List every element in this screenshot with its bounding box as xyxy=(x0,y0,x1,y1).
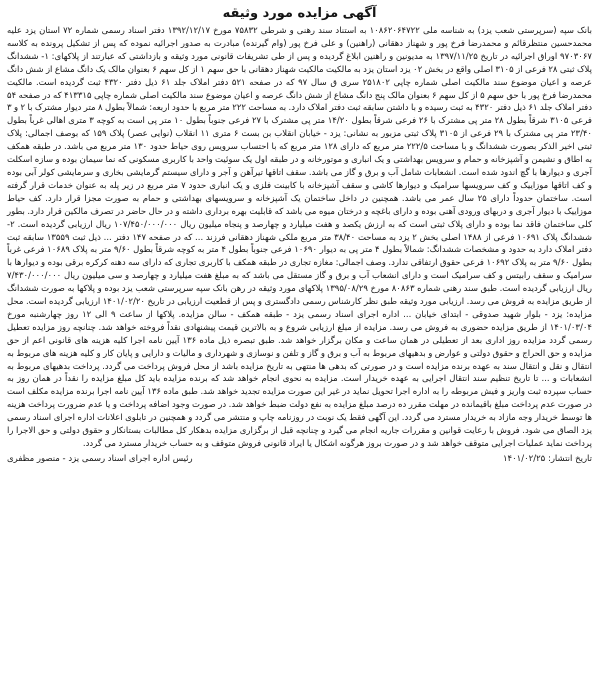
signature: رئیس اداره اجرای اسناد رسمی یزد - منصور مظفری xyxy=(7,453,193,464)
notice-title: آگهی مزایده مورد وثیقه xyxy=(222,6,377,21)
publish-date: تاریخ انتشار: ۱۴۰۱/۰۲/۲۵ xyxy=(502,453,592,464)
notice-body: بانک سپه (سرپرستی شعب یزد) به شناسه ملی ۱۰۸۶۲۰۶۴۷۲۲ به استناد سند رهنی و شرطی ۷۵۸۳۲ مورخ ۱۳۹۲/۱۲/۱۷ دفتر اسناد رسمی شماره ۷۲ استان یزد علیه محمدحسین منتظرقائم و محمدرضا فرخ پور و شهناز دهقانی (راهنین) و علی فرخ پور (وام گیرنده) مبادرت به صدور اجرائیه نموده که پس از تشکیل پرونده به کلاسه ۹۷۰۳۰۶۷ اوراق اجرائیه در تاریخ ۱۳۹۷/۱۱/۲۵ به مدیونین و راهنین ابلاغ گردیده و پس از طی تشریفات قانونی مورد وثیقه و بازداشتی که عبارتند از پلاکهای: ۱- ششدانگ پلاک ثبتی ۲۸ فرعی از ۳۱۰۵ اصلی واقع در بخش ۰۲ یزد استان یزد به مالکیت مالکیت شهناز دهقانی با حق سهم ۱ از کل سهم ۶ بعنوان مالک یک دانگ مشاع از شش دانگ عرصه و اعیان موضوع سند مالکیت اصلی شماره چاپی ۲۵۱۸۰۲ سری ق سال ۹۷ که در صفحه ۵۲۱ دفتر املاک جلد ۶۱ ذیل دفتر ۴۳۲۰ ثبت گردیده است. مالکیت محمدرضا فرخ پور با حق سهم ۵ از کل سهم ۶ بعنوان مالک پنج دانگ مشاع از شش دانگ عرصه و اعیان موضوع سند مالکیت اصلی شماره چاپی ۴۱۳۳۱۵ که در صفحه ۵۴ دفتر املاک جلد ۶۱ ذیل دفتر ۴۳۲۰ به ثبت رسیده و با داشتن سابقه ثبت دفتر املاک دارد. به مساحت ۲۲۲ متر مربع با حدود اربعه: شمالاً بطول ۸ متر دیوار مشترک با ۲ و ۳ فرعی ۳۱۰۵ شرقاً بطول ۲۸ متر پی مشترک با ۲۶ فرعی شرقاً بطول ۱۴/۲۰ متر پی مشترک با ۲۷ فرعی جنوباً بطول ۱۰ متر پی است به کوچه ۳ متری اهالی غرباً بطول ۲۳/۴۰ متر پی مشترک با ۲۹ فرعی از ۳۱۰۵ پلاک ثبتی مزبور به نشانی: یزد - خیابان انقلاب بن بست ۶ متری ۱۱ انقلاب (نوایی عصر) پلاک ۱۵۹ که بوصف اجمالی: پلاک ثبتی اخیر الذکر بصورت ششدانگ و با مساحت ۲۲۲/۵ متر مربع که دارای ۱۲۸ متر مربع که با احتساب سرویس روی حیاط حدود ۱۳۰ متر مربع می باشد. در طبقه همکف به اطاق و نشیمن و آشپزخانه و حمام و سرویس بهداشتی و یک انباری و موتورخانه و در طبقه اول یک سوئیت واحد با کاربری مسکونی که نما سیمان بوده و سازه اسکلت آجری و دیوارها با گچ اندود شده است. انشعابات شامل آب و برق و گاز می باشد. سقف اتاقها تیرآهن و آجر و دارای سیستم گرمایشی بخاری و سرمایشی کولر آبی بوده و کف اتاقها موزاییک و کف سرویسها سرامیک و دیوارها کاشی و سقف آشپزخانه با کابینت فلزی و یک انباری حدود ۷ متر مربع در زیر پله به عنوان خدمات قرار گرفته است. ساختمان حدوداً دارای ۲۵ سال عمر می باشد. همچنین در داخل ساختمان یک آشپزخانه و سرویسهای بهداشتی و حمام به صورت مجزا قرار دارد. کف حیاط موزاییک با دیوار آجری و دربهای ورودی آهنی بوده و دارای باغچه و درختان میوه می باشد که قابلیت بهره برداری داشته و در حال حاضر در تصرف مالکین قرار دارد. بطور کلی ساختمان فاقد نما بوده و دارای پلاک ثبتی است که به ارزش یکصد و هفت میلیارد و چهارصد و پنجاه میلیون ریال ۱۰۷/۴۵۰/۰۰۰/۰۰۰ ریال ارزیابی گردیده است. ۲- ششدانگ پلاک ۱۰۶۹۱ فرعی از ۱۴۸۸ اصلی بخش ۲ یزد به مساحت ۳۸/۴۰ متر مربع ملکی شهناز دهقانی فرزند ... که در صفحه ۱۴۷ دفتر ... ذیل ثبت ۱۳۵۵۹ سابقه ثبت دفتر املاک دارد به حدود و مشخصات ششدانگ: شمالاً بطول ۴ متر پی به دیوار ۱۰۶۹۰ فرعی جنوباً بطول ۴ متر به کوچه شرقاً بطول ۹/۶۰ متر به پلاک ۱۰۶۸۹ فرعی غرباً بطول ۹/۶۰ متر به پلاک ۱۰۶۹۲ فرعی حقوق ارتفاقی ندارد. وصف اجمالی: مغازه تجاری در طبقه همکف با کاربری تجاری که دارای سه دهنه کرکره برقی بوده و دیوارها با سرامیک و سقف رابیتس و کف سرامیک است و دارای انشعاب آب و برق و گاز مستقل می باشد که به مبلغ هفت میلیارد و چهارصد و سی میلیون ریال ۷/۴۳۰/۰۰۰/۰۰۰ ریال ارزیابی گردیده است. طبق سند رهنی شماره ۸۰۸۶۳ مورخ ۱۳۹۵/۰۸/۲۹ پلاکهای مورد وثیقه در رهن بانک سپه سرپرستی شعب یزد بوده و پلاکها به صورت ششدانگ از طریق مزایده به فروش می رسد. ارزیابی مورد وثیقه طبق نظر کارشناس رسمی دادگستری و پس از قطعیت ارزیابی در تاریخ ۱۴۰۱/۰۲/۲۰ ارزیابی گردیده است. محل مزایده: یزد - بلوار شهید صدوقی - ابتدای خیابان ... اداره اجرای اسناد رسمی یزد - طبقه همکف - سالن مزایده. پلاکها از ساعت ۹ الی ۱۲ روز چهارشنبه مورخ ۱۴۰۱/۰۳/۰۴ از طریق مزایده حضوری به فروش می رسد. مزایده از مبلغ ارزیابی شروع و به بالاترین قیمت پیشنهادی نقداً فروخته خواهد شد. چنانچه روز مزایده تعطیل رسمی گردد مزایده روز اداری بعد از تعطیلی در همان ساعت و مکان برگزار خواهد شد. طبق تبصره ذیل ماده ۱۳۶ آیین نامه اجرا کلیه هزینه های قانونی اعم از حق مزایده و حق الحراج و حقوق دولتی و عوارض و بدهیهای مربوط به آب و برق و گاز و تلفن و نوسازی و شهرداری و مالیات و دارایی و پایان کار و کلیه هزینه های مربوط به انتقال و نقل و انتقال سند به عهده برنده مزایده است و در صورتی که بدهی ها منتهی به تاریخ مزایده باشد از محل فروش پرداخت می گردد. پرداخت بدهیهای مربوط به انشعابات و ... تا تاریخ تنظیم سند انتقال اجرایی به عهده خریدار است. مزایده به نحوی انجام خواهد شد که برنده مزایده باید کل مبلغ مزایده را نقداً در همان روز به حساب سپرده ثبت واریز و فیش مربوطه را به اداره اجرا تحویل نماید در غیر این صورت مزایده تجدید خواهد شد. طبق ماده ۱۳۶ آیین نامه اجرا برنده مزایده مکلف است در صورت عدم پرداخت مبلغ باقیمانده در مهلت مقرر ده درصد مبلغ مزایده به نفع دولت ضبط خواهد شد. در صورت وجود اضافه پرداخت و یا عدم ضرورت پرداخت هزینه ها توسط خریدار وجه مازاد به خریدار مسترد می گردد. این آگهی فقط یک نوبت در روزنامه چاپ و منتشر می گردد و همچنین در تابلوی اعلانات اداره اجرای اسناد رسمی یزد الصاق می شود. فروش با رعایت قوانین و مقررات جاریه انجام می گیرد و چنانچه قبل از برگزاری مزایده بدهکار کل مطالبات بستانکار و حقوق دولتی و حق الاجرا را پرداخت نماید عملیات اجرایی متوقف خواهد شد و در صورت بروز هرگونه اشکال یا ایراد قانونی فروش متوقف و به حساب خریدار مسترد می گردد. xyxy=(7,26,593,449)
notice-footer xyxy=(7,453,592,466)
footer-row xyxy=(7,453,592,466)
